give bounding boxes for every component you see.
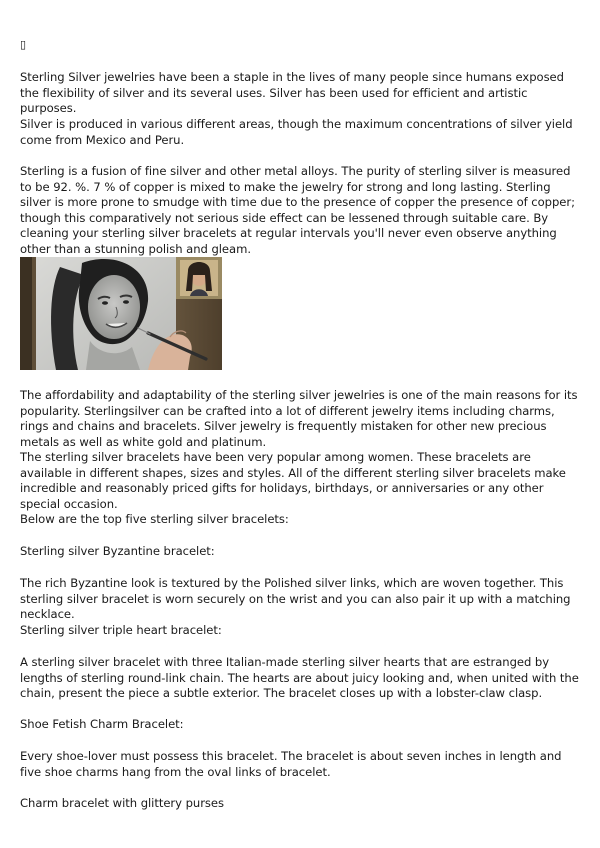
- paragraph-shoe-fetish: Every shoe-lover must possess this bracelet. The bracelet is about seven inches in length and five shoe charms hang from the oval links of bracelet.: [20, 749, 562, 779]
- paragraph-byzantine: The rich Byzantine look is textured by the Polished silver links, which are woven together. This sterling silver bracelet is worn securely on the wrist and you can also pair it up with a matching necklace.: [20, 576, 571, 622]
- paragraph-triple-heart: A sterling silver bracelet with three Italian-made sterling silver hearts that are estranged by lengths of sterling round-link chain. The hearts are about juicy looking and, when united with the chain, present the piece a subtle exterior. The bracelet closes up with a lobster-claw clasp.: [20, 655, 579, 701]
- heading-glittery-purses: Charm bracelet with glittery purses: [20, 796, 224, 810]
- paragraph-sterling-purity: Sterling is a fusion of fine silver and other metal alloys. The purity of sterling silver is measured to be 92. %. 7 % of copper is mixed to make the jewelry for strong and long lasting. Sterling silver is more prone to smudge with time due to the presence of copper the presence of copper; though this comparatively not serious side effect can be lessened through suitable care. By cleaning your sterling silver bracelets at regular intervals you'll never even observe anything other than a stunning polish and gleam.: [20, 164, 575, 256]
- paragraph-affordability: The affordability and adaptability of the sterling silver jewelries is one of the main reasons for its popularity. Sterlingsilver can be crafted into a lot of different jewelry items including charms, rings and chains and bracelets. Silver jewelry is frequently mistaken for other new precious metals as well as white gold and platinum.: [20, 388, 578, 449]
- missing-glyph-icon: ▯: [20, 38, 27, 51]
- heading-byzantine: Sterling silver Byzantine bracelet:: [20, 544, 215, 558]
- heading-triple-heart: Sterling silver triple heart bracelet:: [20, 623, 222, 637]
- heading-shoe-fetish: Shoe Fetish Charm Bracelet:: [20, 717, 184, 731]
- paragraph-popularity: The sterling silver bracelets have been very popular among women. These bracelets are available in different shapes, sizes and styles. All of the different sterling silver bracelets make incredible and reasonably priced gifts for holidays, birthdays, or anniversaries or any other special occasion.: [20, 450, 566, 511]
- paragraph-intro: Sterling Silver jewelries have been a staple in the lives of many people since humans exposed the flexibility of silver and its several uses. Silver has been used for efficient and artistic purposes.: [20, 70, 564, 116]
- drawing-photo: [20, 257, 222, 370]
- paragraph-top-five: Below are the top five sterling silver bracelets:: [20, 512, 289, 526]
- paragraph-production: Silver is produced in various different areas, though the maximum concentrations of silver yield come from Mexico and Peru.: [20, 117, 573, 147]
